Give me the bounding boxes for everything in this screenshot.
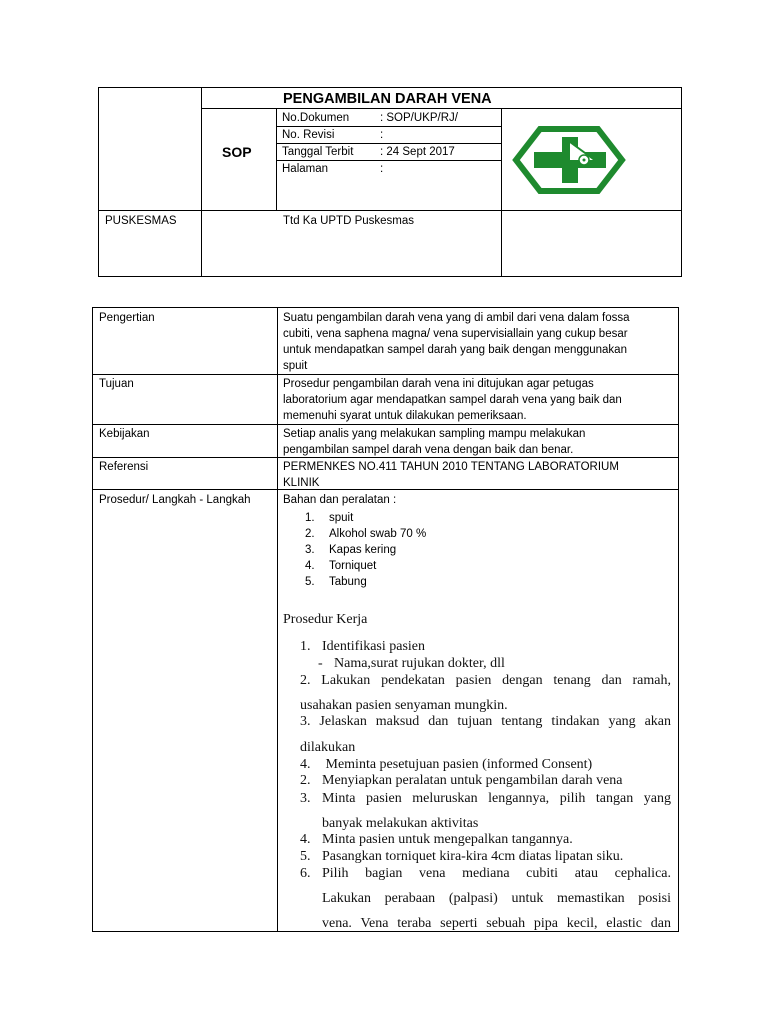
list-text: spuit	[329, 512, 354, 524]
list-text: Kapas kering	[329, 544, 397, 556]
field-no-revisi-value: :	[380, 129, 384, 141]
text-line: Suatu pengambilan darah vena yang di ambil dari vena dalam fossa	[283, 312, 630, 324]
text-line: pengambilan sampel darah vena dengan baik dan benar.	[283, 444, 574, 456]
row-label-pengertian: Pengertian	[99, 312, 155, 324]
row-label-referensi: Referensi	[99, 461, 149, 473]
pengertian-text	[283, 310, 673, 374]
step-5-torniquet	[300, 849, 623, 865]
step-3-line-2: dilakukan	[300, 740, 356, 755]
step-num: 2.	[300, 773, 311, 788]
step-text: Pilih bagian vena mediana cubiti atau cephalica.	[322, 866, 671, 881]
step-4-consent	[300, 757, 592, 773]
list-item	[305, 510, 426, 526]
field-no-dokumen-value: : SOP/UKP/RJ/	[380, 112, 458, 124]
step-1-sub	[318, 656, 505, 672]
dash-bullet: -	[318, 656, 323, 671]
field-halaman-label: Halaman	[282, 163, 329, 175]
field-tanggal-terbit-label: Tanggal Terbit	[282, 146, 354, 158]
list-text: Tabung	[329, 576, 367, 588]
step-text: Nama,surat rujukan dokter, dll	[334, 656, 505, 671]
tujuan-text	[283, 376, 673, 424]
text-line: Setiap analis yang melakukan sampling mampu melakukan	[283, 428, 586, 440]
text-line: PERMENKES NO.411 TAHUN 2010 TENTANG LABORATORIUM	[283, 461, 619, 473]
text-line: spuit	[283, 360, 308, 372]
list-item	[305, 574, 426, 590]
step-4-kepal	[300, 832, 573, 848]
sop-label: SOP	[222, 144, 252, 160]
puskesmas-logo	[510, 124, 628, 196]
list-item	[305, 526, 426, 542]
bahan-list	[305, 510, 426, 590]
step-num: 4.	[300, 757, 311, 772]
row-label-tujuan: Tujuan	[99, 378, 134, 390]
text-line: Prosedur pengambilan darah vena ini ditujukan agar petugas	[283, 378, 594, 390]
step-text: Minta pasien meluruskan lengannya, pilih tangan yang	[322, 791, 671, 806]
step-2-line-2: usahakan pasien senyaman mungkin.	[300, 698, 508, 713]
field-no-revisi-label: No. Revisi	[282, 129, 335, 141]
list-text: Torniquet	[329, 560, 377, 572]
kebijakan-text	[283, 426, 673, 458]
row-label-kebijakan: Kebijakan	[99, 428, 150, 440]
text-line: KLINIK	[283, 477, 320, 489]
referensi-text	[283, 459, 673, 491]
list-num: 5.	[305, 576, 315, 588]
bahan-title: Bahan dan peralatan :	[283, 494, 397, 506]
step-num: 4.	[300, 832, 311, 847]
step-1	[300, 639, 425, 655]
step-6-vena	[300, 866, 671, 882]
step-text: Identifikasi pasien	[322, 639, 426, 654]
step-3-luruskan	[300, 791, 671, 807]
field-no-dokumen-label: No.Dokumen	[282, 112, 350, 124]
step-6-line-3: vena. Vena teraba seperti sebuah pipa kecil, elastic dan	[322, 916, 671, 931]
step-2-line-1: 2. Lakukan pendekatan pasien dengan tenang dan ramah,	[300, 673, 671, 688]
field-halaman-value: :	[380, 163, 384, 175]
step-text: Menyiapkan peralatan untuk pengambilan darah vena	[322, 773, 623, 788]
prosedur-kerja-title: Prosedur Kerja	[283, 612, 368, 627]
list-item	[305, 558, 426, 574]
step-text: Pasangkan torniquet kira-kira 4cm diatas lipatan siku.	[322, 849, 624, 864]
signature-label: Ttd Ka UPTD Puskesmas	[283, 215, 415, 227]
step-text: Meminta pesetujuan pasien (informed Consent)	[322, 757, 593, 772]
list-num: 3.	[305, 544, 315, 556]
text-line: laboratorium agar mendapatkan sampel darah vena yang baik dan	[283, 394, 622, 406]
step-num: 1.	[300, 639, 311, 654]
field-tanggal-terbit-value: : 24 Sept 2017	[380, 146, 455, 158]
text-line: memenuhi syarat untuk dilakukan pemeriksaan.	[283, 410, 527, 422]
step-3-luruskan-cont: banyak melakukan aktivitas	[322, 816, 479, 831]
step-num: 5.	[300, 849, 311, 864]
step-2-siapkan	[300, 773, 623, 789]
list-item	[305, 542, 426, 558]
text-line: untuk mendapatkan sampel darah yang baik dengan menggunakan	[283, 344, 627, 356]
list-text: Alkohol swab 70 %	[329, 528, 427, 540]
list-num: 1.	[305, 512, 315, 524]
step-6-line-2: Lakukan perabaan (palpasi) untuk memastikan posisi	[322, 891, 671, 906]
text-line: cubiti, vena saphena magna/ vena supervisiallain yang cukup besar	[283, 328, 628, 340]
step-3-line-1: 3. Jelaskan maksud dan tujuan tentang tindakan yang akan	[300, 714, 671, 729]
step-num: 3.	[300, 791, 311, 806]
row-label-prosedur: Prosedur/ Langkah - Langkah	[99, 494, 251, 506]
step-text: Minta pasien untuk mengepalkan tangannya.	[322, 832, 573, 847]
list-num: 4.	[305, 560, 315, 572]
document-title: PENGAMBILAN DARAH VENA	[283, 91, 492, 107]
puskesmas-label: PUSKESMAS	[105, 215, 177, 227]
step-num: 6.	[300, 866, 311, 881]
list-num: 2.	[305, 528, 315, 540]
